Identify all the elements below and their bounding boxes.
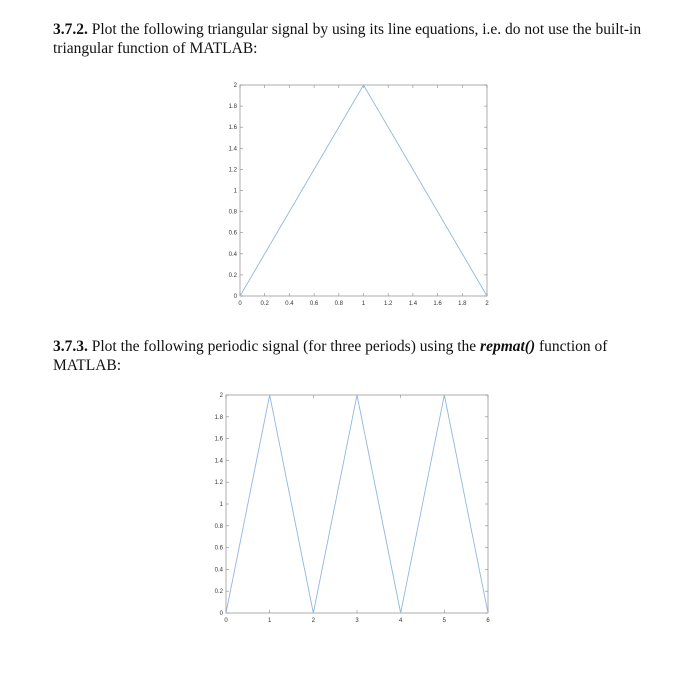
y-tick-label: 1.8 bbox=[214, 414, 223, 421]
section-3-7-3-text-after: function of MATLAB: bbox=[53, 338, 608, 374]
repmat-function-name: repmat() bbox=[480, 338, 536, 355]
y-tick-label: 0.6 bbox=[228, 230, 237, 237]
triangular-signal-plot bbox=[200, 75, 500, 320]
x-tick-label: 1 bbox=[267, 618, 272, 624]
y-tick-label: 0.8 bbox=[228, 209, 237, 216]
y-tick-label: 1.4 bbox=[214, 458, 223, 465]
x-tick-label: 2 bbox=[311, 618, 316, 624]
y-tick-label: 1 bbox=[219, 502, 223, 508]
section-3-7-2-number: 3.7.2. bbox=[53, 21, 88, 38]
y-tick-label: 1.6 bbox=[214, 436, 223, 443]
x-tick-label: 5 bbox=[442, 618, 447, 624]
triangular-signal-svg bbox=[200, 75, 500, 320]
section-3-7-3-number: 3.7.3. bbox=[53, 338, 88, 355]
x-tick-label: 0.6 bbox=[309, 301, 319, 307]
y-tick-label: 0.2 bbox=[214, 589, 223, 596]
y-tick-label: 1.8 bbox=[228, 104, 237, 111]
x-tick-label: 0.2 bbox=[260, 301, 269, 307]
y-tick-label: 2 bbox=[233, 83, 237, 89]
section-3-7-2-text: Plot the following triangular signal by using its line equations, i.e. do not use the built-in triangular function of MATLAB: bbox=[53, 21, 642, 57]
y-tick-label: 0 bbox=[219, 611, 223, 617]
periodic-signal-plot bbox=[196, 385, 496, 630]
section-3-7-3-text-before: Plot the following periodic signal (for three periods) using the bbox=[87, 338, 481, 355]
x-tick-label: 0 bbox=[238, 301, 242, 307]
y-tick-label: 1.2 bbox=[214, 480, 223, 487]
y-tick-label: 0.2 bbox=[228, 272, 237, 279]
x-tick-label: 1.2 bbox=[384, 301, 393, 307]
x-tick-label: 1.6 bbox=[433, 301, 442, 307]
y-tick-label: 0 bbox=[233, 294, 237, 300]
y-tick-label: 0.6 bbox=[214, 545, 223, 552]
section-3-7-3-paragraph bbox=[53, 337, 673, 375]
x-tick-label: 1.8 bbox=[458, 301, 467, 307]
y-tick-label: 0.8 bbox=[214, 523, 223, 530]
x-tick-label: 0.8 bbox=[334, 301, 343, 307]
x-tick-label: 0.4 bbox=[285, 301, 294, 307]
y-tick-label: 1 bbox=[233, 188, 237, 195]
y-tick-label: 1.2 bbox=[228, 167, 237, 174]
x-tick-label: 2 bbox=[485, 301, 489, 307]
x-tick-label: 1.4 bbox=[408, 301, 418, 307]
section-3-7-2-paragraph bbox=[53, 20, 673, 58]
y-tick-label: 0.4 bbox=[228, 251, 237, 258]
x-tick-label: 6 bbox=[486, 618, 490, 624]
x-tick-label: 0 bbox=[224, 618, 228, 624]
x-tick-label: 4 bbox=[398, 618, 403, 624]
x-tick-label: 3 bbox=[355, 618, 359, 624]
y-tick-label: 1.4 bbox=[228, 146, 237, 153]
y-tick-label: 0.4 bbox=[214, 567, 223, 574]
plot-axes-box bbox=[240, 85, 487, 296]
periodic-signal-svg bbox=[196, 385, 496, 630]
x-tick-label: 1 bbox=[361, 301, 366, 307]
y-tick-label: 2 bbox=[219, 393, 223, 399]
y-tick-label: 1.6 bbox=[228, 125, 237, 132]
plot-axes-box bbox=[226, 395, 488, 613]
